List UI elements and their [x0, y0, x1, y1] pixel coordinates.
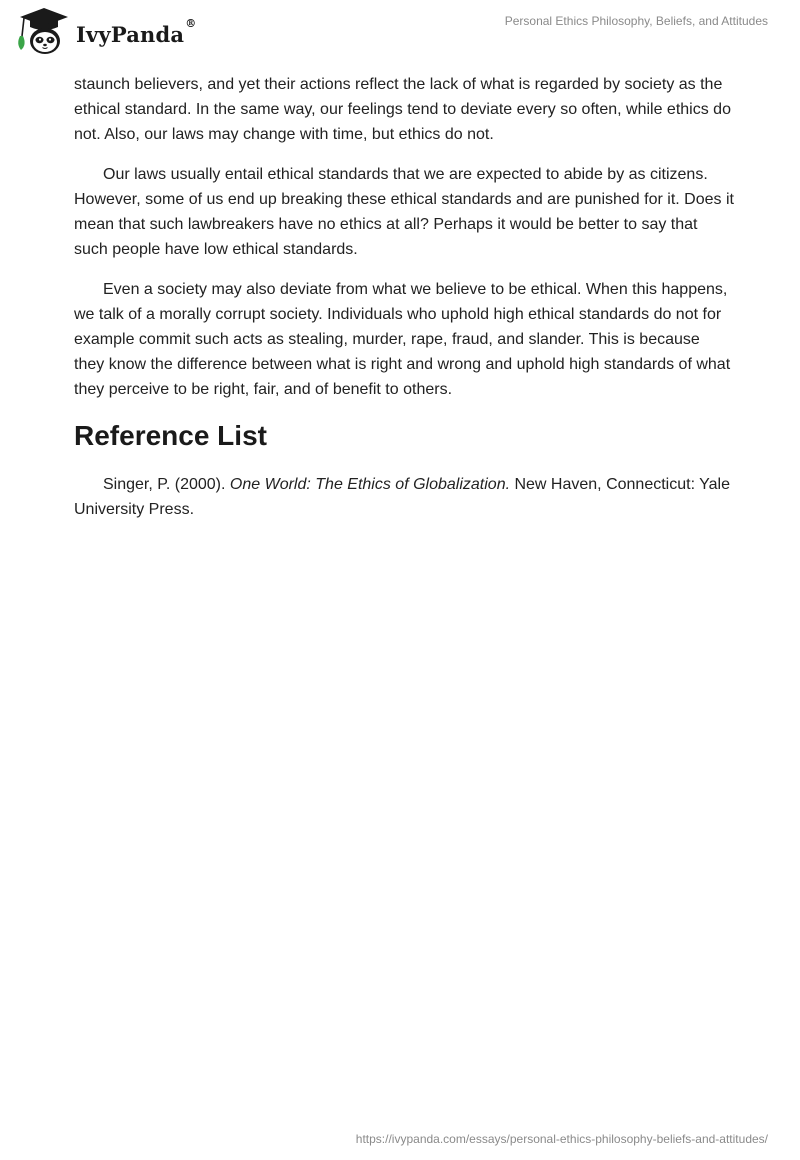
- registered-mark: ®: [185, 16, 197, 30]
- panda-graduate-icon: [14, 6, 74, 58]
- document-title: Personal Ethics Philosophy, Beliefs, and Attitudes: [504, 14, 768, 28]
- reference-author-year: Singer, P. (2000).: [103, 476, 230, 493]
- source-url[interactable]: https://ivypanda.com/essays/personal-ethics-philosophy-beliefs-and-attitudes/: [355, 1132, 768, 1146]
- ivypanda-logo[interactable]: [14, 6, 196, 58]
- reference-book-title: One World: The Ethics of Globalization.: [229, 476, 511, 493]
- paragraph-2: Our laws usually entail ethical standards that we are expected to abide by as citizens. However, some of us end up breaking these ethical standards and are punished for it. Does it mean that such lawbreakers have no ethics at all? Perhaps it would be better to say that such people have low ethical standards.: [74, 166, 734, 258]
- reference-publisher: New Haven, Connecticut: Yale University Press.: [74, 476, 730, 518]
- reference-entry: [74, 472, 734, 522]
- document-body: [74, 72, 734, 522]
- page-header: [0, 0, 800, 70]
- paragraph-3: Even a society may also deviate from what we believe to be ethical. When this happens, we talk of a morally corrupt society. Individuals who uphold high ethical standards do not for example commit such acts as stealing, murder, rape, fraud, and slander. This is because they know the difference between what is right and wrong and uphold high standards of what they perceive to be right, fair, and of benefit to others.: [74, 281, 731, 398]
- paragraph-1: staunch believers, and yet their actions reflect the lack of what is regarded by society as the ethical standard. In the same way, our feelings tend to deviate every so often, while ethics do not. Also, our laws may change with time, but ethics do not.: [74, 76, 731, 143]
- logo-text: IvyPanda: [76, 21, 185, 47]
- reference-list-heading: Reference List: [74, 420, 267, 451]
